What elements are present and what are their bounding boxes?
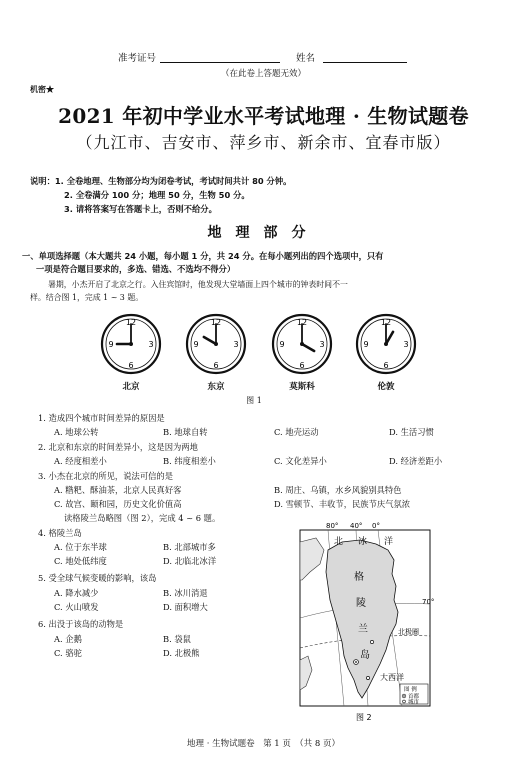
city-marker-1 bbox=[370, 640, 373, 643]
section-title: 地理部分 bbox=[207, 225, 320, 241]
figure-1-clocks bbox=[0, 308, 527, 408]
ticket-number-line bbox=[160, 62, 280, 63]
island-name-char-3: 兰 bbox=[358, 624, 368, 635]
clock-center-0 bbox=[129, 342, 133, 346]
clock-center-3 bbox=[384, 342, 388, 346]
secret-mark: 机密★ bbox=[30, 84, 54, 94]
q3-option-c: C. 故宫、颐和园，历史文化价值高 bbox=[54, 499, 182, 509]
section1-line1: 一、单项选择题（本大题共 24 小题，每小题 1 分，共 24 分。在每小题列出的四个选项中，只有 bbox=[22, 251, 384, 261]
clock-number-n9-3: 9 bbox=[363, 340, 369, 349]
capital-marker-dot bbox=[355, 661, 357, 663]
question-5-stem: 5. 受全球气候变暖的影响，该岛 bbox=[38, 573, 157, 583]
exam-subtitle: （九江市、吉安市、萍乡市、新余市、宜春市版） bbox=[76, 133, 451, 152]
lon-label-80: 80° bbox=[326, 522, 339, 530]
name-line bbox=[323, 62, 407, 63]
q3-option-d: D. 雪顿节、丰收节，民族节庆气氛浓 bbox=[274, 499, 411, 509]
q1-option-a: A. 地球公转 bbox=[54, 427, 99, 437]
q5-option-c: C. 火山喷发 bbox=[54, 602, 99, 612]
legend-title: 图 例 bbox=[404, 687, 417, 693]
clock-number-n6-3: 6 bbox=[383, 361, 389, 370]
q1-option-c: C. 地壳运动 bbox=[274, 427, 319, 437]
clock-number-n6-1: 6 bbox=[213, 361, 219, 370]
legend-city-label: 城市 bbox=[408, 699, 420, 706]
q6-option-a: A. 企鹅 bbox=[54, 634, 82, 644]
clock-label-moscow: 莫斯科 bbox=[289, 382, 315, 392]
section1-line2: 一项是符合题目要求的，多选、错选、不选均不得分） bbox=[36, 264, 236, 274]
clock-center-1 bbox=[214, 342, 218, 346]
clock-number-n9-1: 9 bbox=[193, 340, 199, 349]
q6-option-b: B. 袋鼠 bbox=[163, 634, 191, 644]
clock-number-n12-3: 12 bbox=[380, 318, 392, 327]
clock-number-n3-2: 3 bbox=[319, 340, 325, 349]
lon-label-0: 0° bbox=[372, 522, 380, 530]
clock-number-n3-0: 3 bbox=[148, 340, 154, 349]
lon-label-40: 40° bbox=[350, 522, 363, 530]
q1-option-d: D. 生活习惯 bbox=[389, 427, 434, 437]
figure-2-caption: 图 2 bbox=[356, 713, 372, 722]
ocean-north-char-1: 北 bbox=[334, 537, 344, 547]
clock-number-n12-1: 12 bbox=[210, 318, 222, 327]
island-name-char-4: 岛 bbox=[360, 650, 370, 661]
name-label: 姓名 bbox=[296, 53, 316, 64]
q1-option-b: B. 地球自转 bbox=[163, 427, 208, 437]
clock-number-n9-0: 9 bbox=[108, 340, 114, 349]
q4-option-c: C. 地处低纬度 bbox=[54, 556, 107, 566]
question-1-stem: 1. 造成四个城市时间差异的原因是 bbox=[38, 413, 165, 423]
ocean-north-char-3: 洋 bbox=[384, 537, 394, 547]
instruction-2: 2. 全卷满分 100 分；地理 50 分，生物 50 分。 bbox=[64, 190, 250, 200]
arctic-circle-label: 北极圈 bbox=[398, 628, 419, 636]
q6-option-d: D. 北极熊 bbox=[163, 648, 200, 658]
lat-label-70: 70° bbox=[422, 598, 435, 606]
legend-capital-icon-dot bbox=[403, 695, 404, 696]
context1-line1: 暑期，小杰开启了北京之行。入住宾馆时，他发现大堂墙面上四个城市的钟表时间不一 bbox=[48, 280, 348, 289]
context2: 读格陵兰岛略图（图 2），完成 4 ~ 6 题。 bbox=[64, 513, 221, 523]
atlantic-label: 大西洋 bbox=[380, 673, 404, 682]
q2-option-c: C. 文化差异小 bbox=[274, 456, 327, 466]
legend-capital-label: 首都 bbox=[408, 694, 420, 700]
figure-1-caption: 图 1 bbox=[246, 396, 262, 405]
question-4-stem: 4. 格陵兰岛 bbox=[38, 528, 82, 538]
page-footer: 地理 · 生物试题卷 第 1 页 （共 8 页） bbox=[187, 739, 340, 749]
q5-option-a: A. 降水减少 bbox=[54, 588, 99, 598]
clock-number-n6-0: 6 bbox=[128, 361, 134, 370]
q5-option-b: B. 冰川消退 bbox=[163, 588, 208, 598]
q4-option-b: B. 北部城市多 bbox=[163, 542, 216, 552]
context1-line2: 样。结合图 1，完成 1 ~ 3 题。 bbox=[30, 293, 144, 302]
q4-option-a: A. 位于东半球 bbox=[54, 542, 107, 552]
q4-option-d: D. 北临北冰洋 bbox=[163, 556, 217, 566]
question-3-stem: 3. 小杰在北京的所见，说法可信的是 bbox=[38, 471, 174, 481]
invalid-notice: （在此卷上答题无效） bbox=[220, 69, 306, 79]
clock-label-beijing: 北京 bbox=[122, 382, 140, 392]
q3-option-a: A. 糌粑、酥油茶，北京人民真好客 bbox=[54, 485, 182, 495]
ocean-north-char-2: 冰 bbox=[358, 537, 368, 547]
clock-number-n9-2: 9 bbox=[279, 340, 285, 349]
city-marker-2 bbox=[366, 676, 369, 679]
question-2-stem: 2. 北京和东京的时间差异小，这是因为两地 bbox=[38, 442, 198, 452]
ticket-number-label: 准考证号 bbox=[118, 53, 157, 64]
clock-center-2 bbox=[300, 342, 304, 346]
q6-option-c: C. 骆驼 bbox=[54, 648, 82, 658]
q5-option-d: D. 面积增大 bbox=[163, 602, 208, 612]
exam-title: 2021 年初中学业水平考试地理 · 生物试题卷 bbox=[58, 104, 469, 128]
q2-option-b: B. 纬度相差小 bbox=[163, 456, 216, 466]
clock-label-tokyo: 东京 bbox=[207, 382, 225, 392]
clock-number-n12-0: 12 bbox=[125, 318, 137, 327]
q2-option-d: D. 经济差距小 bbox=[389, 456, 443, 466]
figure-2-greenland-map bbox=[298, 520, 438, 732]
clock-number-n6-2: 6 bbox=[299, 361, 305, 370]
island-name-char-1: 格 bbox=[354, 572, 364, 583]
q3-option-b: B. 周庄、乌镇，水乡风貌别具特色 bbox=[274, 485, 402, 495]
instruction-3: 3. 请将答案写在答题卡上，否则不给分。 bbox=[64, 204, 217, 214]
island-name-char-2: 陵 bbox=[356, 598, 366, 609]
legend-city-icon bbox=[403, 700, 406, 703]
instruction-1: 说明：1. 全卷地理、生物部分均为闭卷考试，考试时间共计 80 分钟。 bbox=[30, 176, 292, 186]
clock-number-n12-2: 12 bbox=[296, 318, 308, 327]
question-6-stem: 6. 出没于该岛的动物是 bbox=[38, 619, 124, 629]
clock-number-n3-1: 3 bbox=[233, 340, 239, 349]
clock-number-n3-3: 3 bbox=[403, 340, 409, 349]
q2-option-a: A. 经度相差小 bbox=[54, 456, 107, 466]
clock-label-london: 伦敦 bbox=[377, 382, 395, 392]
